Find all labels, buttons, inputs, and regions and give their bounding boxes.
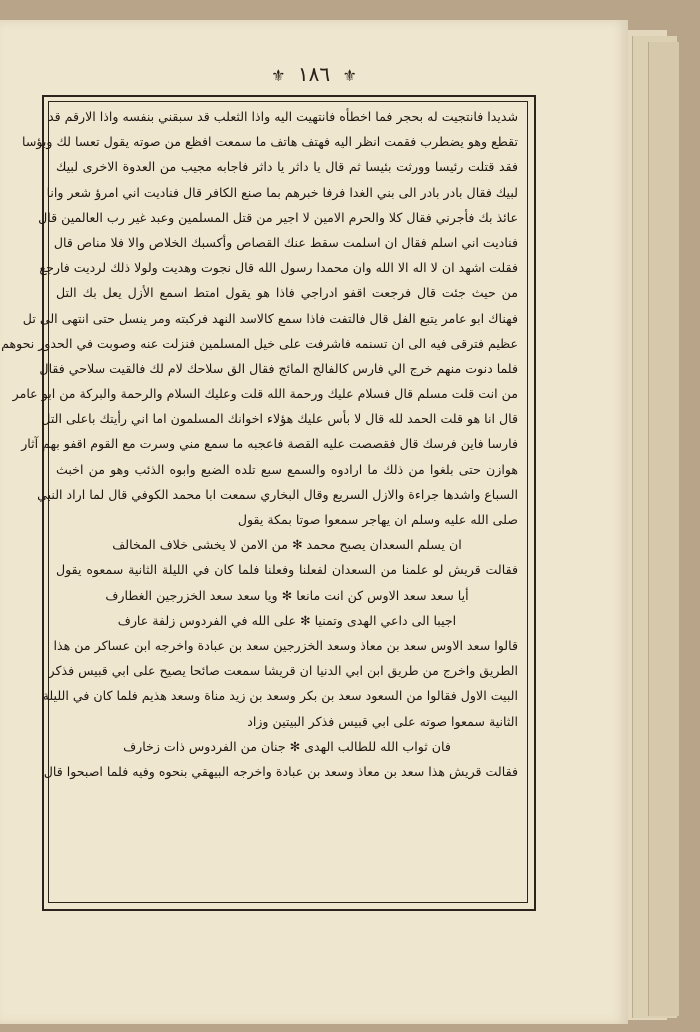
verse-line: اجيبا الى داعي الهدى وتمنيا ✻ على الله في الفردوس زلفة عارف bbox=[117, 612, 457, 628]
text-line: فقلت اشهد ان لا اله الا الله وان محمدا رسول الله قال نجوت وهديت ولولا ذلك لرديت فارجع bbox=[39, 260, 518, 276]
page-number-header bbox=[0, 62, 628, 86]
ornament-icon: ⚜ bbox=[271, 66, 286, 85]
text-line: تقطع وهو يضطرب فقمت انظر اليه فهتف هاتف ما سمعت افظع من صوته يقول تعسا لك وبؤسا bbox=[22, 134, 518, 150]
page-number: ١٨٦ bbox=[297, 62, 331, 86]
text-line: من حيث جئت قال فرجعت اقفو ادراجي فاذا هو يقول امتط اسمع الأزل يعل بك التل bbox=[56, 285, 518, 301]
page-edge bbox=[648, 42, 679, 1016]
text-line: الثانية سمعوا صوته على ابي قبيس فذكر البيتين وزاد bbox=[247, 713, 518, 729]
verse-line: ان يسلم السعدان يصبح محمد ✻ من الامن لا يخشى خلاف المخالف bbox=[112, 537, 462, 553]
text-line: عظيم فترقى فيه الى ان تسنمه فاشرفت على خيل المسلمين فنزلت عنه وصوبت في الحدور نحوهم bbox=[1, 335, 518, 351]
text-line: الطريق واخرج من طريق ابن ابي الدنيا ان قريشا سمعت صائحا يصيح على ابي قبيس فذكر bbox=[48, 663, 518, 679]
text-line: من انت قلت مسلم قال فسلام عليك ورحمة الله قلت وعليك السلام والرحمة والبركة من ابو عامر bbox=[12, 386, 518, 402]
text-block bbox=[1, 104, 518, 896]
verse-line: أيا سعد سعد الاوس كن انت مانعا ✻ ويا سعد سعد الخزرجين الغطارف bbox=[105, 587, 469, 603]
verse-line: فان ثواب الله للطالب الهدى ✻ جنان من الفردوس ذات زخارف bbox=[123, 738, 451, 754]
text-line: فناديت اني اسلم فقال ان اسلمت سقط عنك القصاص وأكسبك الخلاص والا فلا مناص قال bbox=[53, 234, 518, 250]
text-line: لبيك فقال بادر بادر الى بني الغدا فرفا خبرهم بما صنع الكافر قال فناديت اني امرؤ شعر وانا bbox=[46, 184, 518, 200]
text-line: فقالت قريش لو علمنا من السعدان لفعلنا وفعلنا فلما كان في الليلة الثانية سمعوه يقول bbox=[56, 562, 518, 578]
text-line: صلى الله عليه وسلم ان يهاجر سمعوا صوتا بمكة يقول bbox=[237, 512, 518, 527]
text-line: شديدا فانتجيت له بحجر فما اخطأه فانتهيت اليه واذا الثعلب قد سبقني بنفسه واذا الارقم قد bbox=[47, 109, 518, 124]
text-line: هوازن حتى بلغوا من ذلك ما ارادوه والسمع سبع تلده الضبع وابوه الذئب وهو من اخبث bbox=[56, 461, 518, 477]
text-line: السباع واشدها جراءة والازل السريع وقال البخاري سمعت ابا محمد الكوفي قال لما اراد النبي bbox=[37, 486, 518, 502]
text-line: عائذ بك فأجرني فقال كلا والحرم الامين لا اجير من قتل المسلمين وعبد غير رب العالمين قال bbox=[38, 209, 518, 225]
text-line: قال انا هو قلت الحمد لله قال لا بأس عليك هؤلاء اخوانك المسلمون اما اني رأيتك باعلى التل bbox=[41, 411, 518, 427]
text-line: فلما دنوت منهم خرج الي فارس كالفالج المائج فقال الق سلاحك لام لك فالقيت سلاحي فقال bbox=[39, 360, 518, 376]
text-line: فقد قتلت رئيسا وورثت بئيسا ثم قال يا داثر يا داثر فاجابه مجيب من العدوة الاخرى لبيك bbox=[56, 159, 518, 175]
ornament-icon: ⚜ bbox=[342, 66, 357, 85]
text-line: البيت الاول فقالوا من السعود سعد بن بكر وسعد بن زيد مناة وسعد هذيم فلما كان في الليلة bbox=[42, 688, 518, 704]
text-line: قالوا سعد الاوس سعد بن معاذ وسعد الخزرجين سعد بن عبادة واخرجه ابن عساكر من هذا bbox=[53, 637, 518, 653]
text-line: فقالت قريش هذا سعد بن معاذ وسعد بن عبادة واخرجه البيهقي بنحوه وفيه فلما اصبحوا قال bbox=[43, 763, 518, 779]
text-line: فارسا فاين فرسك قال فقصصت عليه القصة فاعجبه ما سمع مني وسرت مع القوم اقفو بهم آثار bbox=[21, 436, 518, 452]
text-line: فهناك ابو عامر يتبع الفل قال فالتفت فاذا سمع كالاسد النهد فركبته ومر ينسل حتى انتهى الى تل bbox=[22, 310, 518, 326]
